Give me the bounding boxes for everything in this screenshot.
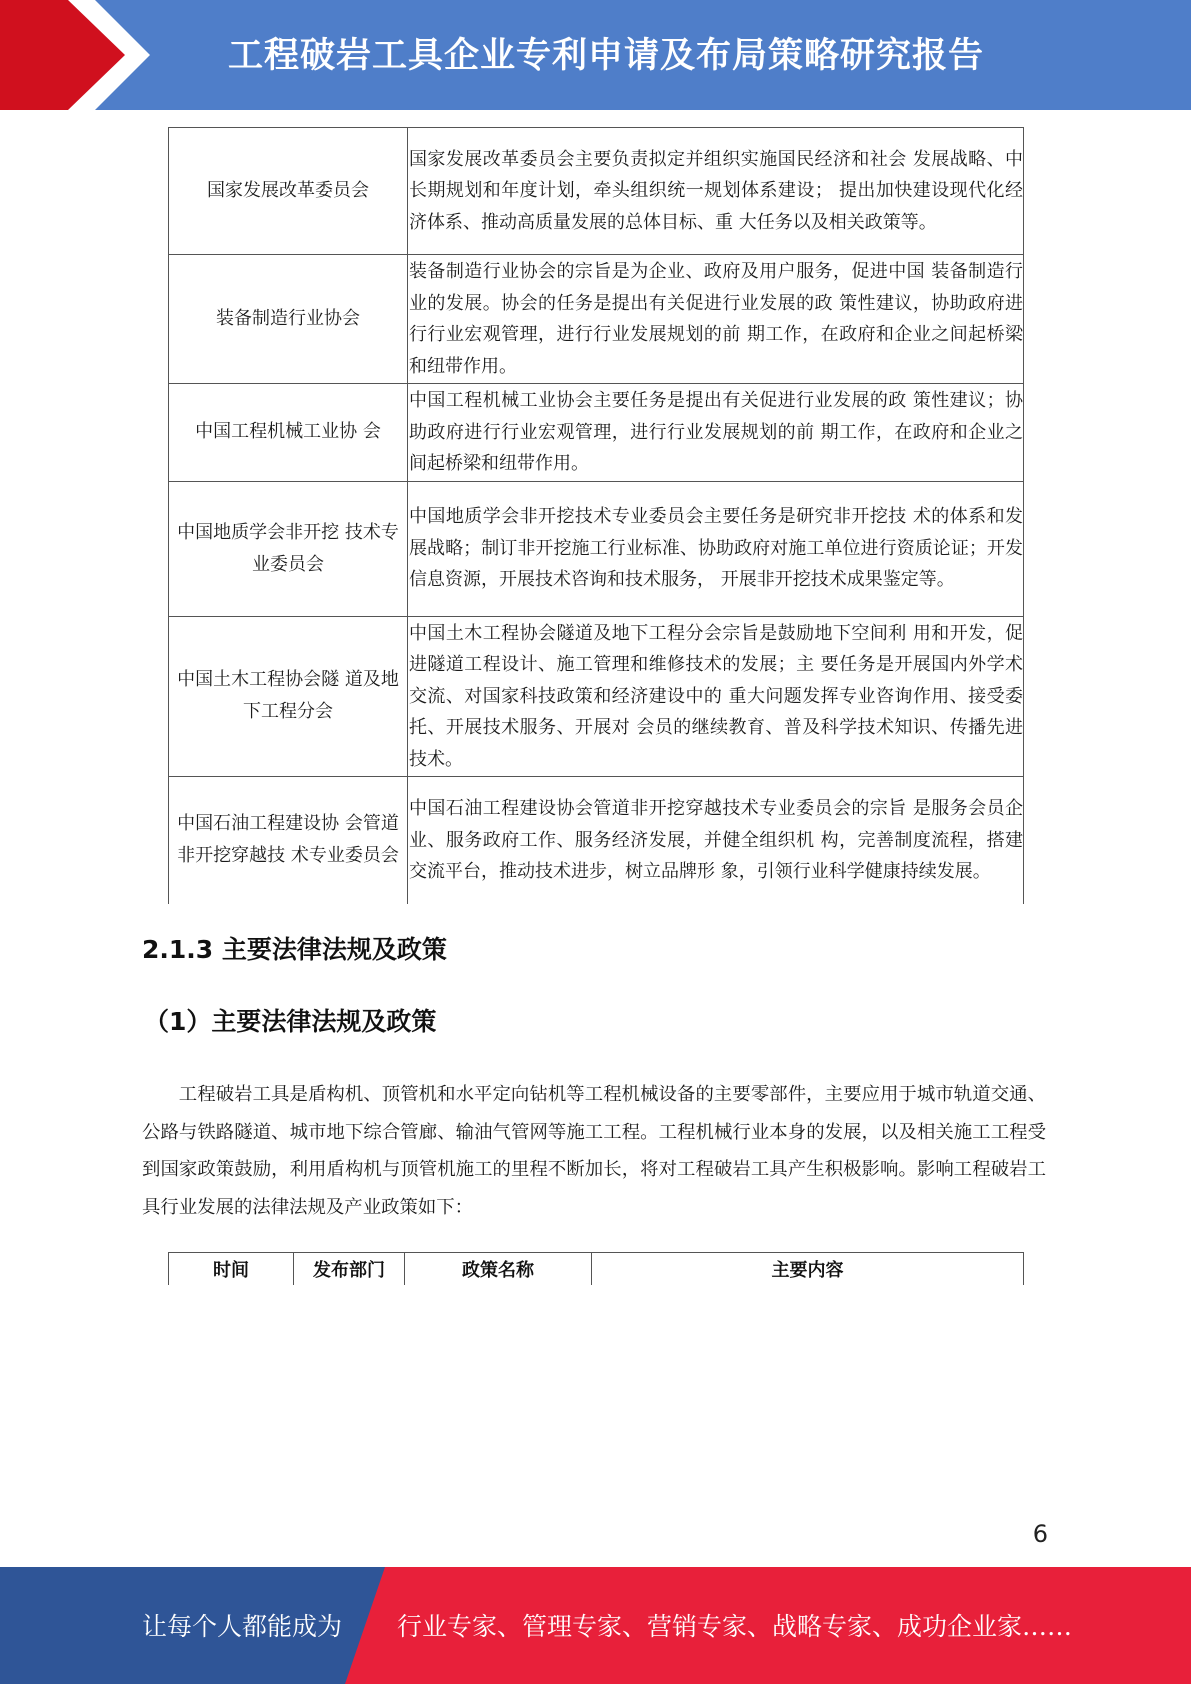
header-arrow-decoration xyxy=(0,0,160,110)
column-header-policy-name: 政策名称 xyxy=(405,1253,592,1286)
table-row xyxy=(169,128,1024,255)
org-description: 中国石油工程建设协会管道非开挖穿越技术专业委员会的宗旨 是服务会员企业、服务政府工作、服务经济发展，并健全组织机 构，完善制度流程，搭建交流平台，推动技术进步，树立品牌形 象，引领行业科学健康持续发展。 xyxy=(408,777,1024,904)
table-row xyxy=(169,481,1024,616)
column-header-content: 主要内容 xyxy=(592,1253,1024,1286)
org-name: 中国地质学会非开挖 技术专业委员会 xyxy=(169,481,408,616)
page-footer xyxy=(0,1567,1191,1684)
column-header-department: 发布部门 xyxy=(294,1253,405,1286)
section-heading: 2.1.3 主要法律法规及政策 xyxy=(142,935,447,964)
table-row xyxy=(169,777,1024,904)
table-row xyxy=(169,616,1024,777)
page-number: 6 xyxy=(1032,1520,1048,1548)
org-name: 中国工程机械工业协 会 xyxy=(169,384,408,482)
page-header xyxy=(0,0,1191,110)
report-title: 工程破岩工具企业专利申请及布局策略研究报告 xyxy=(228,36,985,76)
footer-slogan-right: 行业专家、管理专家、营销专家、战略专家、成功企业家…… xyxy=(397,1612,1073,1641)
org-description: 中国地质学会非开挖技术专业委员会主要任务是研究非开挖技 术的体系和发展战略；制订非开挖施工行业标准、协助政府对施工单位进行资质论证；开发信息资源，开展技术咨询和技术服务， 开展非开挖技术成果鉴定等。 xyxy=(408,481,1024,616)
org-description: 装备制造行业协会的宗旨是为企业、政府及用户服务，促进中国 装备制造行业的发展。协会的任务是提出有关促进行业发展的政 策性建议，协助政府进行行业宏观管理，进行行业发展规划的前 期工作，在政府和企业之间起桥梁和纽带作用。 xyxy=(408,255,1024,384)
org-description: 中国工程机械工业协会主要任务是提出有关促进行业发展的政 策性建议；协助政府进行行业宏观管理，进行行业发展规划的前 期工作，在政府和企业之间起桥梁和纽带作用。 xyxy=(408,384,1024,482)
table-header-row xyxy=(169,1253,1024,1286)
org-description: 国家发展改革委员会主要负责拟定并组织实施国民经济和社会 发展战略、中长期规划和年度计划，牵头组织统一规划体系建设； 提出加快建设现代化经济体系、推动高质量发展的总体目标、重 大任务以及相关政策等。 xyxy=(408,128,1024,255)
org-name: 中国土木工程协会隧 道及地下工程分会 xyxy=(169,616,408,777)
org-description: 中国土木工程协会隧道及地下工程分会宗旨是鼓励地下空间利 用和开发，促进隧道工程设计、施工管理和维修技术的发展；主 要任务是开展国内外学术交流、对国家科技政策和经济建设中的 重大问题发挥专业咨询作用、接受委托、开展技术服务、开展对 会员的继续教育、普及科学技术知识、传播先进技术。 xyxy=(408,616,1024,777)
column-header-time: 时间 xyxy=(169,1253,294,1286)
org-name: 中国石油工程建设协 会管道非开挖穿越技 术专业委员会 xyxy=(169,777,408,904)
body-paragraph: 工程破岩工具是盾构机、顶管机和水平定向钻机等工程机械设备的主要零部件，主要应用于城市轨道交通、公路与铁路隧道、城市地下综合管廊、输油气管网等施工工程。工程机械行业本身的发展，以及相关施工工程受到国家政策鼓励，利用盾构机与顶管机施工的里程不断加长，将对工程破岩工具产生积极影响。影响工程破岩工具行业发展的法律法规及产业政策如下： xyxy=(142,1084,1046,1218)
org-name: 国家发展改革委员会 xyxy=(169,128,408,255)
org-name: 装备制造行业协会 xyxy=(169,255,408,384)
footer-slogan-left: 让每个人都能成为 xyxy=(142,1612,343,1641)
policy-table xyxy=(168,1252,1024,1285)
subsection-heading: （1）主要法律法规及政策 xyxy=(144,1007,437,1036)
organization-table xyxy=(168,127,1024,904)
table-row xyxy=(169,384,1024,482)
table-row xyxy=(169,255,1024,384)
